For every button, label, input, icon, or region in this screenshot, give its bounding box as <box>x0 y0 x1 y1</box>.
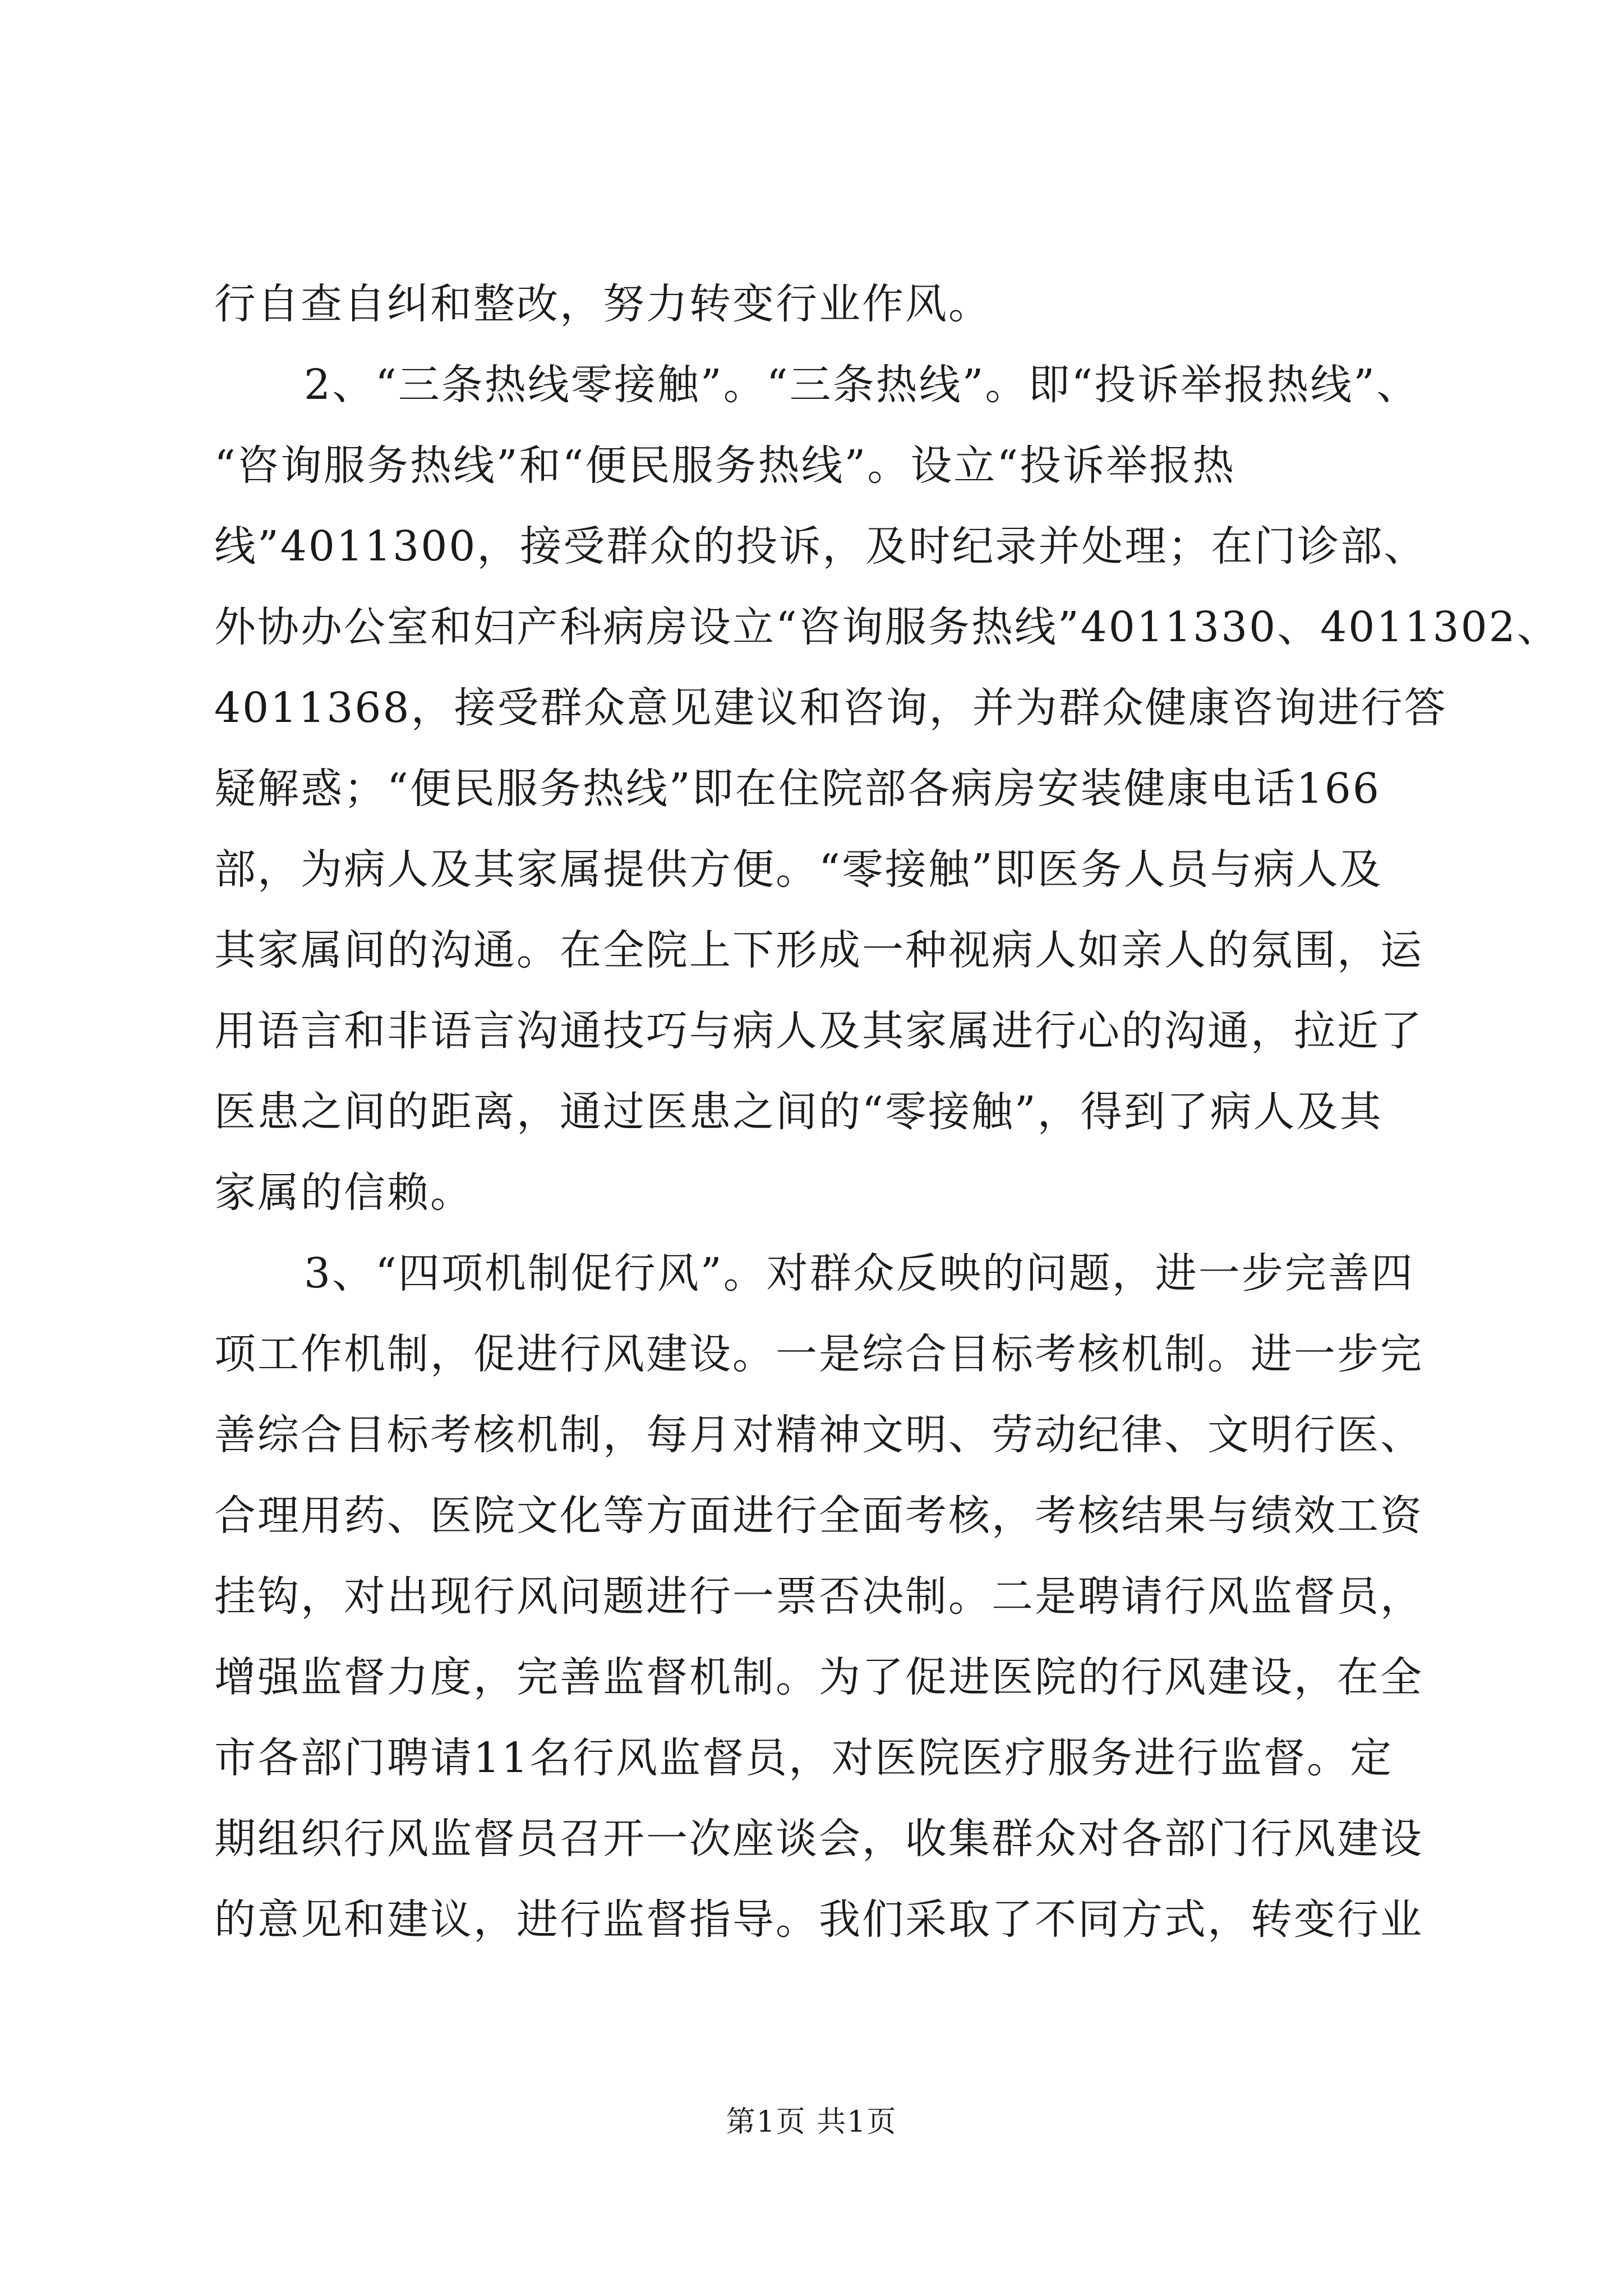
text-line: 用语言和非语言沟通技巧与病人及其家属进行心的沟通，拉近了 <box>214 1007 1423 1055</box>
text-line: 2、“三条热线零接触”。“三条热线”。即“投诉举报热线”、 <box>304 361 1420 409</box>
text-line: “咨询服务热线”和“便民服务热线”。设立“投诉举报热 <box>214 441 1236 490</box>
text-line: 善综合目标考核机制，每月对精神文明、劳动纪律、文明行医、 <box>214 1411 1423 1459</box>
text-line: 疑解惑；“便民服务热线”即在住院部各病房安装健康电话166 <box>214 765 1381 813</box>
text-line: 3、“四项机制促行风”。对群众反映的问题，进一步完善四 <box>304 1249 1414 1297</box>
text-line: 线”4011300，接受群众的投诉，及时纪录并处理；在门诊部、 <box>214 522 1427 570</box>
text-line: 其家属间的沟通。在全院上下形成一种视病人如亲人的氛围，运 <box>214 926 1423 974</box>
text-line: 增强监督力度，完善监督机制。为了促进医院的行风建设，在全 <box>214 1653 1423 1701</box>
text-line: 行自查自纠和整改，努力转变行业作风。 <box>214 280 992 328</box>
text-line: 项工作机制，促进行风建设。一是综合目标考核机制。进一步完 <box>214 1330 1423 1378</box>
document-body <box>214 264 1560 1960</box>
text-line: 医患之间的距离，通过医患之间的“零接触”，得到了病人及其 <box>214 1088 1383 1136</box>
text-line: 外协办公室和妇产科病房设立“咨询服务热线”4011330、4011302、 <box>214 603 1560 651</box>
text-line: 家属的信赖。 <box>214 1168 473 1217</box>
text-line: 市各部门聘请11名行风监督员，对医院医疗服务进行监督。定 <box>214 1734 1394 1782</box>
text-line: 的意见和建议，进行监督指导。我们采取了不同方式，转变行业 <box>214 1895 1423 1944</box>
text-line: 合理用药、医院文化等方面进行全面考核，考核结果与绩效工资 <box>214 1492 1423 1540</box>
page-number-footer: 第1页 共1页 <box>726 2105 897 2139</box>
text-line: 期组织行风监督员召开一次座谈会，收集群众对各部门行风建设 <box>214 1815 1423 1863</box>
text-line: 4011368，接受群众意见建议和咨询，并为群众健康咨询进行答 <box>214 684 1447 732</box>
text-line: 挂钩，对出现行风问题进行一票否决制。二是聘请行风监督员， <box>214 1572 1423 1621</box>
text-line: 部，为病人及其家属提供方便。“零接触”即医务人员与病人及 <box>214 845 1383 894</box>
